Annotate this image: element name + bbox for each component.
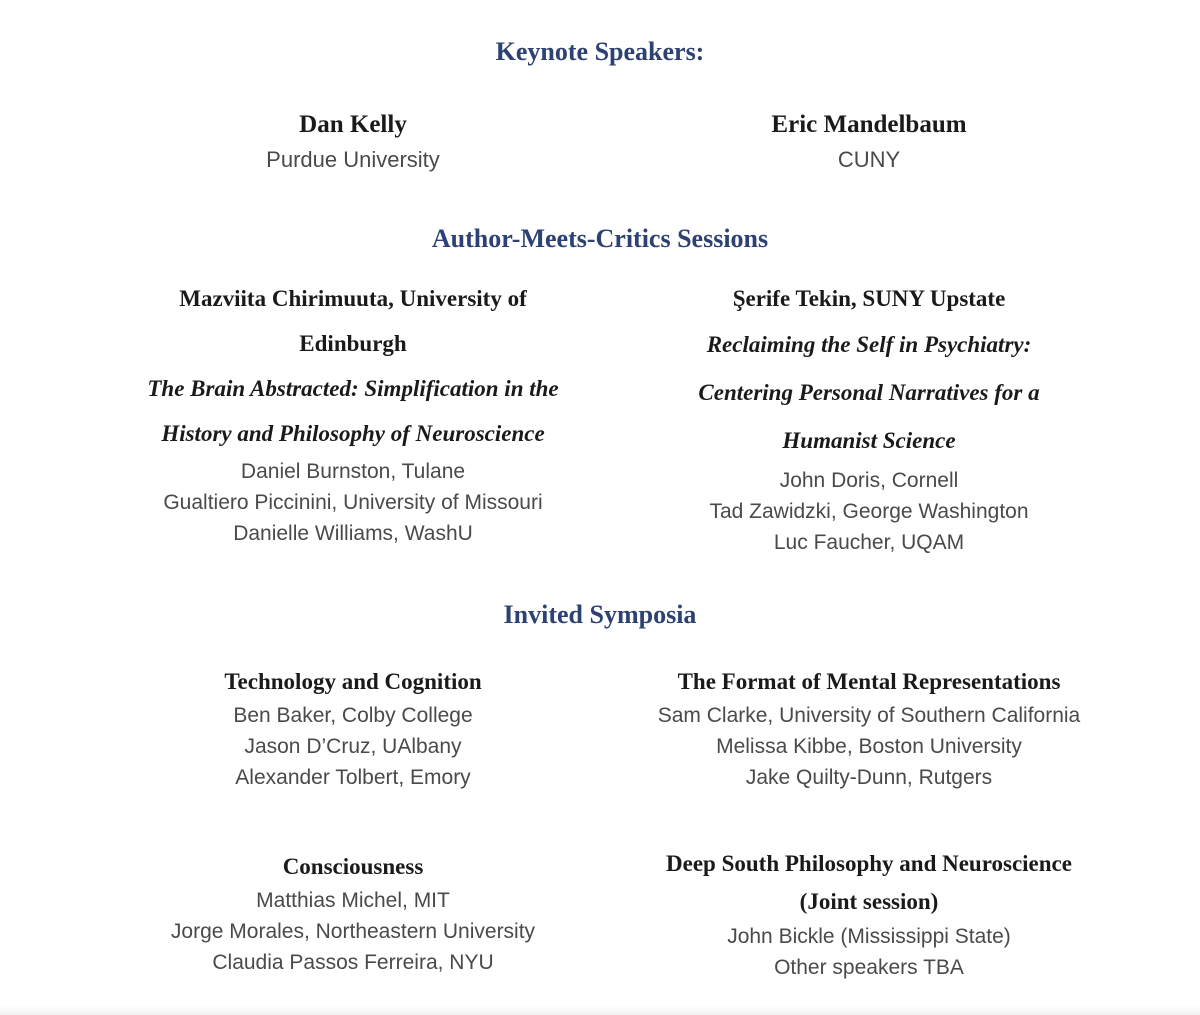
keynote-speaker-2 — [610, 108, 1128, 175]
symposium-speakers — [610, 700, 1128, 793]
critic: Luc Faucher, UQAM — [773, 531, 965, 554]
page-bottom-fade — [0, 1005, 1200, 1015]
amc-author-line: Mazviita Chirimuuta, University of — [179, 286, 527, 311]
speaker: Jake Quilty-Dunn, Rutgers — [745, 766, 993, 789]
critic: Danielle Williams, WashU — [233, 522, 473, 545]
amc-book-line: The Brain Abstracted: Simplification in the — [147, 376, 559, 401]
amc-heading: Author-Meets-Critics Sessions — [431, 224, 769, 253]
amc-critics — [610, 465, 1128, 558]
speaker: Alexander Tolbert, Emory — [235, 766, 471, 789]
amc-book-line: Centering Personal Narratives for a — [698, 380, 1040, 405]
amc-book-line: Reclaiming the Self in Psychiatry: — [706, 332, 1032, 357]
symposium-title-line: (Joint session) — [799, 889, 939, 914]
symposium-speakers — [610, 921, 1128, 983]
speaker-name: Dan Kelly — [299, 111, 407, 138]
speaker: John Bickle (Mississippi State) — [727, 925, 1011, 948]
amc-author-line: Edinburgh — [299, 331, 407, 356]
symposia-heading: Invited Symposia — [503, 600, 697, 629]
amc-session-2 — [610, 276, 1128, 558]
critic: Gualtiero Piccinini, University of Missouri — [163, 491, 543, 514]
speaker: Jason D’Cruz, UAlbany — [244, 735, 462, 758]
critic: Tad Zawidzki, George Washington — [709, 500, 1029, 523]
speaker-name: Eric Mandelbaum — [771, 111, 967, 138]
amc-book-title — [610, 321, 1128, 465]
amc-critics — [115, 456, 591, 549]
symposium-title-line: Deep South Philosophy and Neuroscience — [666, 851, 1072, 876]
amc-book-title — [115, 366, 591, 456]
symposium-title: The Format of Mental Representations — [677, 669, 1061, 694]
keynote-heading: Keynote Speakers: — [495, 37, 705, 66]
speaker: Other speakers TBA — [774, 956, 964, 979]
amc-book-line: Humanist Science — [782, 428, 956, 453]
amc-book-line: History and Philosophy of Neuroscience — [161, 421, 545, 446]
speaker: Jorge Morales, Northeastern University — [170, 920, 536, 943]
symposium-title: Consciousness — [282, 854, 424, 879]
speaker-affiliation: Purdue University — [266, 147, 440, 172]
critic: Daniel Burnston, Tulane — [240, 460, 466, 483]
symposium-speakers — [115, 885, 591, 978]
symposium-title: Technology and Cognition — [224, 669, 482, 694]
symposium-consciousness — [115, 849, 591, 978]
amc-author-line: Şerife Tekin, SUNY Upstate — [732, 286, 1006, 311]
keynote-speaker-1 — [115, 108, 591, 175]
speaker-affiliation: CUNY — [837, 147, 901, 172]
symposium-speakers — [115, 700, 591, 793]
symposium-technology-cognition — [115, 664, 591, 793]
critic: John Doris, Cornell — [779, 469, 959, 492]
speaker: Claudia Passos Ferreira, NYU — [212, 951, 494, 974]
symposium-title — [610, 845, 1128, 921]
speaker: Matthias Michel, MIT — [256, 889, 450, 912]
speaker: Melissa Kibbe, Boston University — [716, 735, 1022, 758]
amc-author — [115, 276, 591, 366]
symposium-format-mental-representations — [610, 664, 1128, 793]
speaker: Ben Baker, Colby College — [233, 704, 473, 727]
symposium-deep-south — [610, 845, 1128, 983]
amc-session-1 — [115, 276, 591, 549]
amc-author — [610, 276, 1128, 321]
speaker: Sam Clarke, University of Southern California — [657, 704, 1081, 727]
